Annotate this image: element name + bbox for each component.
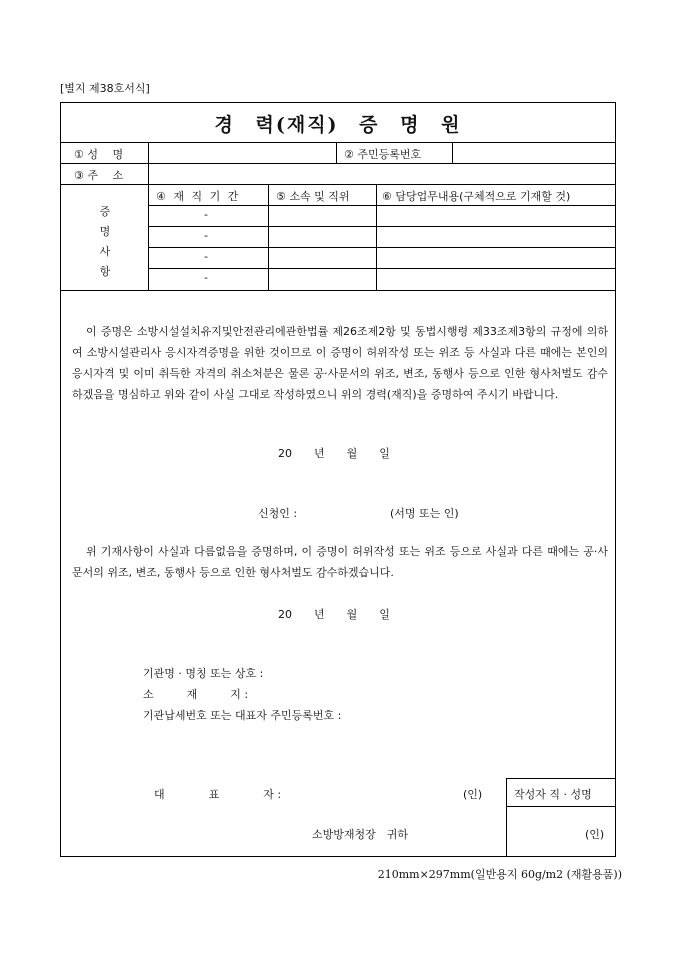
period-header: ④ 재 직 기 간: [156, 190, 239, 203]
divider: [376, 184, 377, 290]
divider: [336, 142, 337, 163]
side-label-char: 사: [99, 245, 111, 258]
position-header: ⑤ 소속 및 직위: [276, 190, 350, 203]
divider: [61, 184, 615, 185]
seal-mark: (인): [463, 788, 483, 801]
recipient: 소방방재청장 귀하: [312, 828, 409, 841]
divider: [61, 290, 615, 291]
divider: [148, 142, 149, 290]
divider: [148, 226, 615, 227]
seal-mark: (인): [585, 828, 605, 841]
org-address-label: 소 재 지 :: [143, 688, 249, 701]
resident-no-label: ② 주민등록번호: [344, 148, 422, 161]
divider: [506, 778, 615, 779]
period-row: -: [204, 250, 208, 263]
name-label: ① 성 명: [74, 148, 124, 161]
org-name-label: 기관명 · 명칭 또는 상호 :: [143, 667, 264, 680]
date-line: 20 년 월 일: [278, 608, 390, 621]
divider: [268, 184, 269, 290]
divider: [61, 163, 615, 164]
divider: [148, 205, 615, 206]
period-row: -: [204, 208, 208, 221]
period-row: -: [204, 271, 208, 284]
side-label-char: 증: [99, 205, 111, 218]
statement-paragraph: 이 증명은 소방시설설치유지및안전관리에관한법률 제26조제2항 및 동법시행령 제33조제3항의 규정에 의하여 소방시설관리사 응시자격증명을 위한 것이므로 이 증명이 허위작성 또는 위조 등 사실과 다른 때에는 본인의 응시자격 및 이미 취득한 자격의 취소처분은 물론 공·사문서의 위조, 변조, 동행사 등으로 인한 형사처벌도 감수하겠음을 명심하고 위와 같이 사실 그대로 작성하였으니 위의 경력(재직)을 증명하여 주시기 바랍니다.: [72, 325, 608, 401]
writer-label: 작성자 직 · 성명: [514, 788, 592, 801]
side-label-char: 명: [99, 225, 111, 238]
org-tax-label: 기관납세번호 또는 대표자 주민등록번호 :: [143, 709, 342, 722]
divider: [148, 268, 615, 269]
form-frame: [60, 102, 616, 857]
divider: [61, 142, 615, 143]
date-line: 20 년 월 일: [278, 447, 390, 460]
form-id: [별지 제38호서식]: [60, 82, 150, 95]
period-row: -: [204, 229, 208, 242]
confirmation-paragraph: 위 기재사항이 사실과 다름없음을 증명하며, 이 증명이 허위작성 또는 위조 등으로 사실과 다른 때에는 공·사문서의 위조, 변조, 동행사 등으로 인한 형사처벌도 감수하겠습니다.: [72, 545, 608, 579]
address-label: ③ 주 소: [74, 169, 124, 182]
applicant-label: 신청인 :: [258, 507, 298, 520]
divider: [148, 247, 615, 248]
divider: [452, 142, 453, 163]
divider: [506, 806, 615, 807]
representative-label: 대 표 자 :: [154, 788, 282, 801]
duty-header: ⑥ 담당업무내용(구체적으로 기재할 것): [382, 190, 571, 203]
divider: [506, 778, 507, 856]
side-label-char: 항: [99, 265, 111, 278]
paper-spec: 210mm×297mm(일반용지 60g/m2 (재활용품)): [377, 868, 622, 881]
applicant-sign: (서명 또는 인): [390, 507, 459, 520]
page-title: 경 력(재직) 증 명 원: [214, 114, 462, 136]
